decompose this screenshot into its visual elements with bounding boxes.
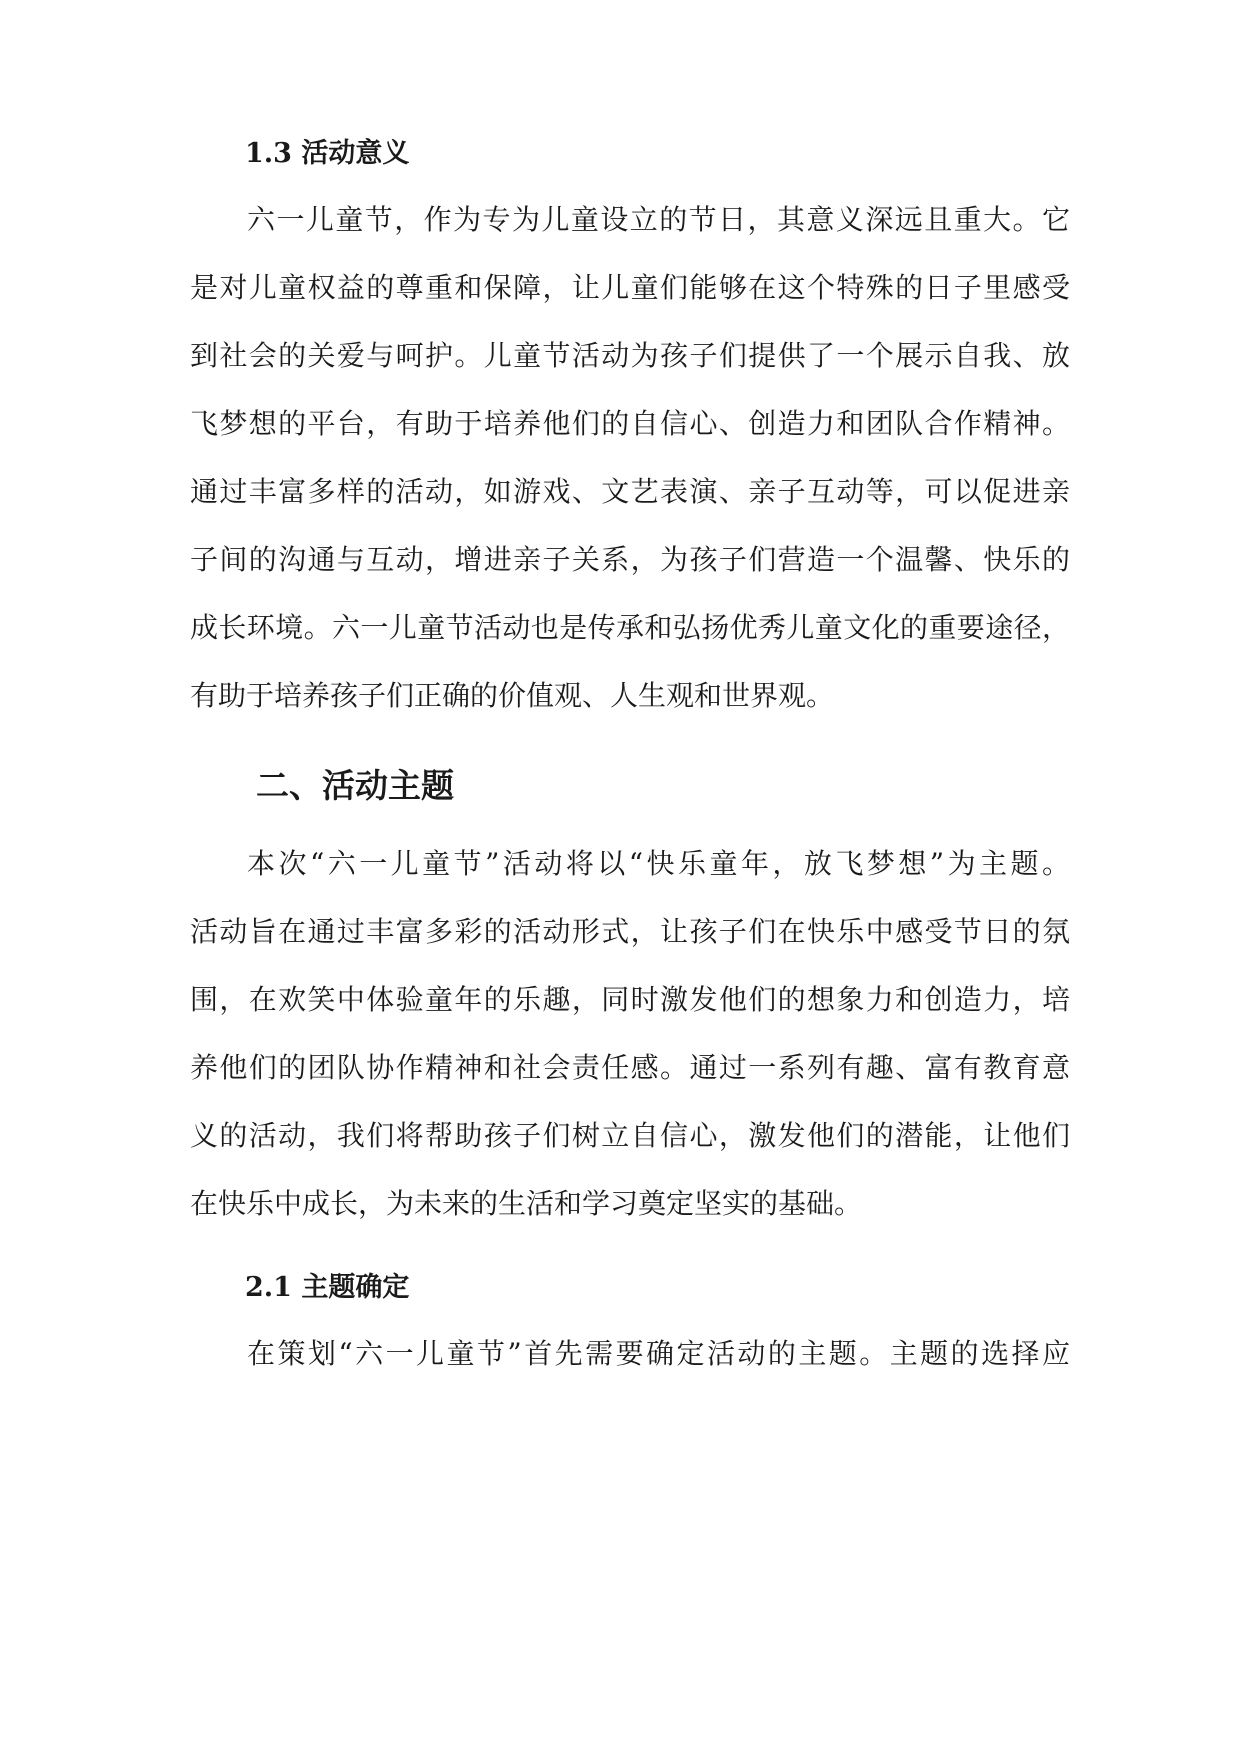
paragraph-line: 六一儿童节，作为专为儿童设立的节日，其意义深远且重大。它: [247, 203, 1070, 236]
paragraph-line: 养他们的团队协作精神和社会责任感。通过一系列有趣、富有教育意: [190, 1051, 1070, 1084]
paragraph-line: 围，在欢笑中体验童年的乐趣，同时激发他们的想象力和创造力，培: [190, 983, 1070, 1016]
paragraph-line: 在策划“六一儿童节”首先需要确定活动的主题。主题的选择应: [247, 1337, 1070, 1370]
paragraph-line: 飞梦想的平台，有助于培养他们的自信心、创造力和团队合作精神。: [190, 407, 1070, 440]
paragraph-line: 有助于培养孩子们正确的价值观、人生观和世界观。: [190, 679, 835, 712]
paragraph-line: 到社会的关爱与呵护。儿童节活动为孩子们提供了一个展示自我、放: [190, 339, 1070, 372]
section-heading-2: 二、活动主题: [256, 766, 454, 805]
paragraph-line: 通过丰富多样的活动，如游戏、文艺表演、亲子互动等，可以促进亲: [190, 475, 1070, 508]
section-heading-1-3: 1.3 活动意义: [245, 138, 410, 169]
paragraph-line: 活动旨在通过丰富多彩的活动形式，让孩子们在快乐中感受节日的氛: [190, 915, 1070, 948]
paragraph-line: 在快乐中成长，为未来的生活和学习奠定坚实的基础。: [190, 1187, 863, 1220]
paragraph-line: 成长环境。六一儿童节活动也是传承和弘扬优秀儿童文化的重要途径，: [190, 611, 1070, 644]
section-heading-2-1: 2.1 主题确定: [245, 1272, 410, 1303]
paragraph-line: 义的活动，我们将帮助孩子们树立自信心，激发他们的潜能，让他们: [190, 1119, 1070, 1152]
paragraph-line: 本次“六一儿童节”活动将以“快乐童年，放飞梦想”为主题。: [247, 847, 1070, 880]
paragraph-line: 子间的沟通与互动，增进亲子关系，为孩子们营造一个温馨、快乐的: [190, 543, 1070, 576]
paragraph-line: 是对儿童权益的尊重和保障，让儿童们能够在这个特殊的日子里感受: [190, 271, 1070, 304]
